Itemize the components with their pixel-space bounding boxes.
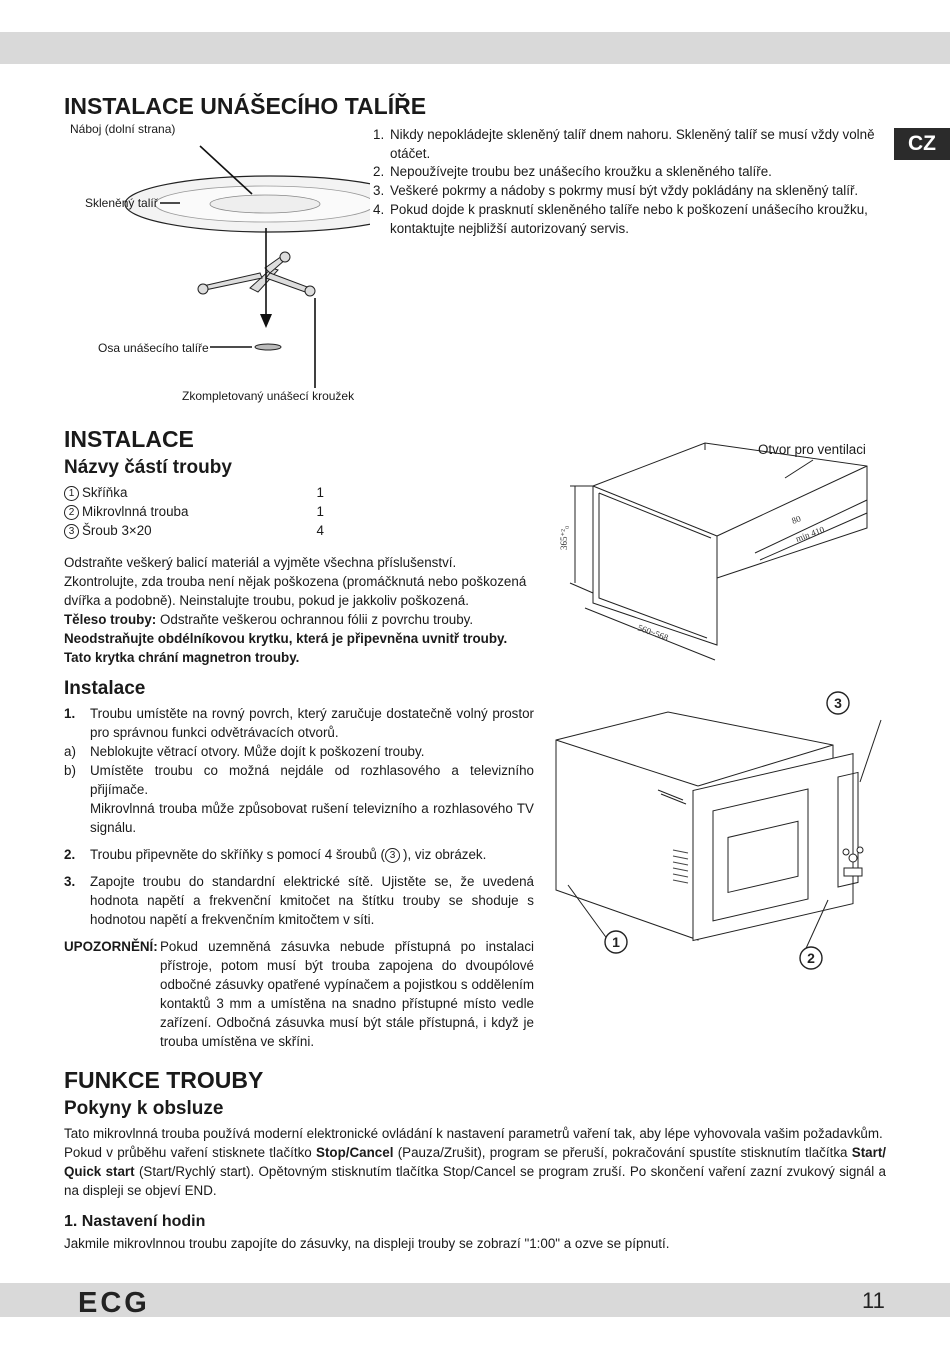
label-hub: Náboj (dolní strana) bbox=[70, 122, 176, 136]
clock-text: Jakmile mikrovlnnou troubu zapojíte do zásuvky, na displeji trouby se zobrazí "1:00" a ozve se pípnutí. bbox=[64, 1236, 670, 1251]
turntable-step: 2. Nepoužívejte troubu bez unášecího kroužku a skleněného talíře. bbox=[373, 164, 772, 180]
install-steps bbox=[64, 704, 534, 1051]
caution-note: UPOZORNĚNÍ: Pokud uzemněná zásuvka nebude přístupná po instalaci přístroje, potom musí být trouba zapojena do dvoupólové odbočné zásuvky opatřené vypínačem a pojistkou s oddělením kontaktů 3 mm a umístěna na snadno přístupné místo vedle zařízení. Odbočná zásuvka musí být stále přístupná, i když je trouba umístěna ve skříni. bbox=[64, 939, 534, 1049]
roller-ring bbox=[198, 252, 315, 296]
vent-label: Otvor pro ventilaci bbox=[758, 442, 866, 457]
install-step-b: b) Umístěte troubu co možná nejdále od rozhlasového a televizního přijímače. Mikrovlnná trouba může způsobovat rušení televizního a rozhlasového TV signálu. bbox=[64, 763, 534, 835]
install-title: INSTALACE bbox=[64, 426, 194, 452]
functions-title: FUNKCE TROUBY bbox=[64, 1067, 264, 1093]
dim-depth-1: 80 bbox=[790, 513, 803, 526]
install-step-a: a) Neblokujte větrací otvory. Může dojít k poškození trouby. bbox=[64, 744, 425, 759]
turntable-step: 3. Veškeré pokrmy a nádoby s pokrmy musí být vždy pokládány na skleněný talíř. bbox=[373, 183, 859, 199]
parts-table bbox=[64, 483, 324, 540]
part-num: 1 bbox=[64, 486, 79, 501]
axis-arrow bbox=[260, 314, 272, 328]
language-badge: CZ bbox=[894, 128, 950, 160]
install-step-1: 1. Troubu umístěte na rovný povrch, který zaručuje dostatečně volný prostor pro správnou funkci odvětrávacích otvorů. bbox=[64, 706, 534, 740]
cabinet-diagram bbox=[555, 438, 885, 678]
dim-height: 365⁺²₀ bbox=[559, 525, 569, 550]
parts-row: 1 Skříňka 1 bbox=[64, 483, 324, 502]
turntable-steps bbox=[373, 126, 889, 238]
label-ring: Zkompletovaný unášecí kroužek bbox=[182, 389, 355, 403]
part-num: 3 bbox=[64, 524, 79, 539]
parts-row: 2 Mikrovlnná trouba 1 bbox=[64, 502, 324, 521]
brand-logo: ECG bbox=[78, 1287, 150, 1319]
turntable-title: INSTALACE UNÁŠECÍHO TALÍŘE bbox=[64, 93, 427, 119]
label-glass: Skleněný talíř bbox=[85, 196, 158, 210]
shaft-part bbox=[255, 344, 281, 350]
install-step-3: 3. Zapojte troubu do standardní elektrické sítě. Ujistěte se, že uvedená hodnota napětí a frekvenční kmitočet na štítku trouby se shoduje s hodnotou napětí a frekvenčním kmitočtem v síti. bbox=[64, 874, 534, 927]
callout-1-text: 1 bbox=[612, 934, 620, 950]
functions-text: Tato mikrovlnná trouba používá moderní elektronické ovládání k nastavení parametrů vaření tak, aby lépe vyhovovala vašim požadavkům. Pokud v průběhu vaření stisknete tlačítko Stop/Cancel (Pauza/Zrušit), program se přeruší, pokračování spustíte stisknutím tlačítka Start/ Quick start (Start/Rychlý start). Opětovným stisknutím tlačítka Stop/Cancel se program zruší. Po skončení vaření zazní zvukový signál a na displeji se objeví END. bbox=[64, 1126, 886, 1198]
dim-depth-2: min 410 bbox=[794, 524, 826, 544]
top-bar bbox=[0, 32, 950, 64]
parts-row: 3 Šroub 3×20 4 bbox=[64, 521, 324, 540]
turntable-step: 4. Pokud dojde k prasknutí skleněného talíře nebo k poškození unášecího kroužku, kontaktujte nejbližší autorizovaný servis. bbox=[373, 201, 868, 236]
callout-3-text: 3 bbox=[834, 695, 842, 711]
clock-title: 1. Nastavení hodin bbox=[64, 1213, 206, 1230]
install-subtitle: Instalace bbox=[64, 678, 146, 699]
page-number: 11 bbox=[862, 1288, 885, 1313]
turntable-diagram bbox=[60, 118, 370, 418]
install-step-2: 2. Troubu připevněte do skříňky s pomocí 4 šroubů ( 3 ), viz obrázek. bbox=[64, 847, 487, 862]
glass-plate-center bbox=[210, 195, 320, 213]
functions-subtitle: Pokyny k obsluze bbox=[64, 1098, 224, 1119]
parts-title: Názvy částí trouby bbox=[64, 457, 232, 478]
part-num: 2 bbox=[64, 505, 79, 520]
dim-width: 560~568 bbox=[636, 622, 670, 643]
install-intro: Odstraňte veškerý balicí materiál a vyjměte všechna příslušenství. Zkontrolujte, zda trouba není nějak poškozena (promáčknutá nebo poškozená dvířka a podobně). Neinstalujte troubu, pokud je jakkoliv poškozená. Těleso trouby: Odstraňte veškerou ochrannou fólii z povrchu trouby. Neodstraňujte obdélníkovou krytku, která je připevněna uvnitř trouby. Tato krytka chrání magnetron trouby. bbox=[64, 555, 527, 665]
turntable-step: 1. Nikdy nepokládejte skleněný talíř dnem nahoru. Skleněný talíř se musí vždy volně otáčet. bbox=[373, 127, 875, 161]
label-shaft: Osa unášecího talíře bbox=[98, 341, 209, 355]
callout-2-text: 2 bbox=[807, 950, 815, 966]
built-in-diagram bbox=[548, 690, 893, 980]
